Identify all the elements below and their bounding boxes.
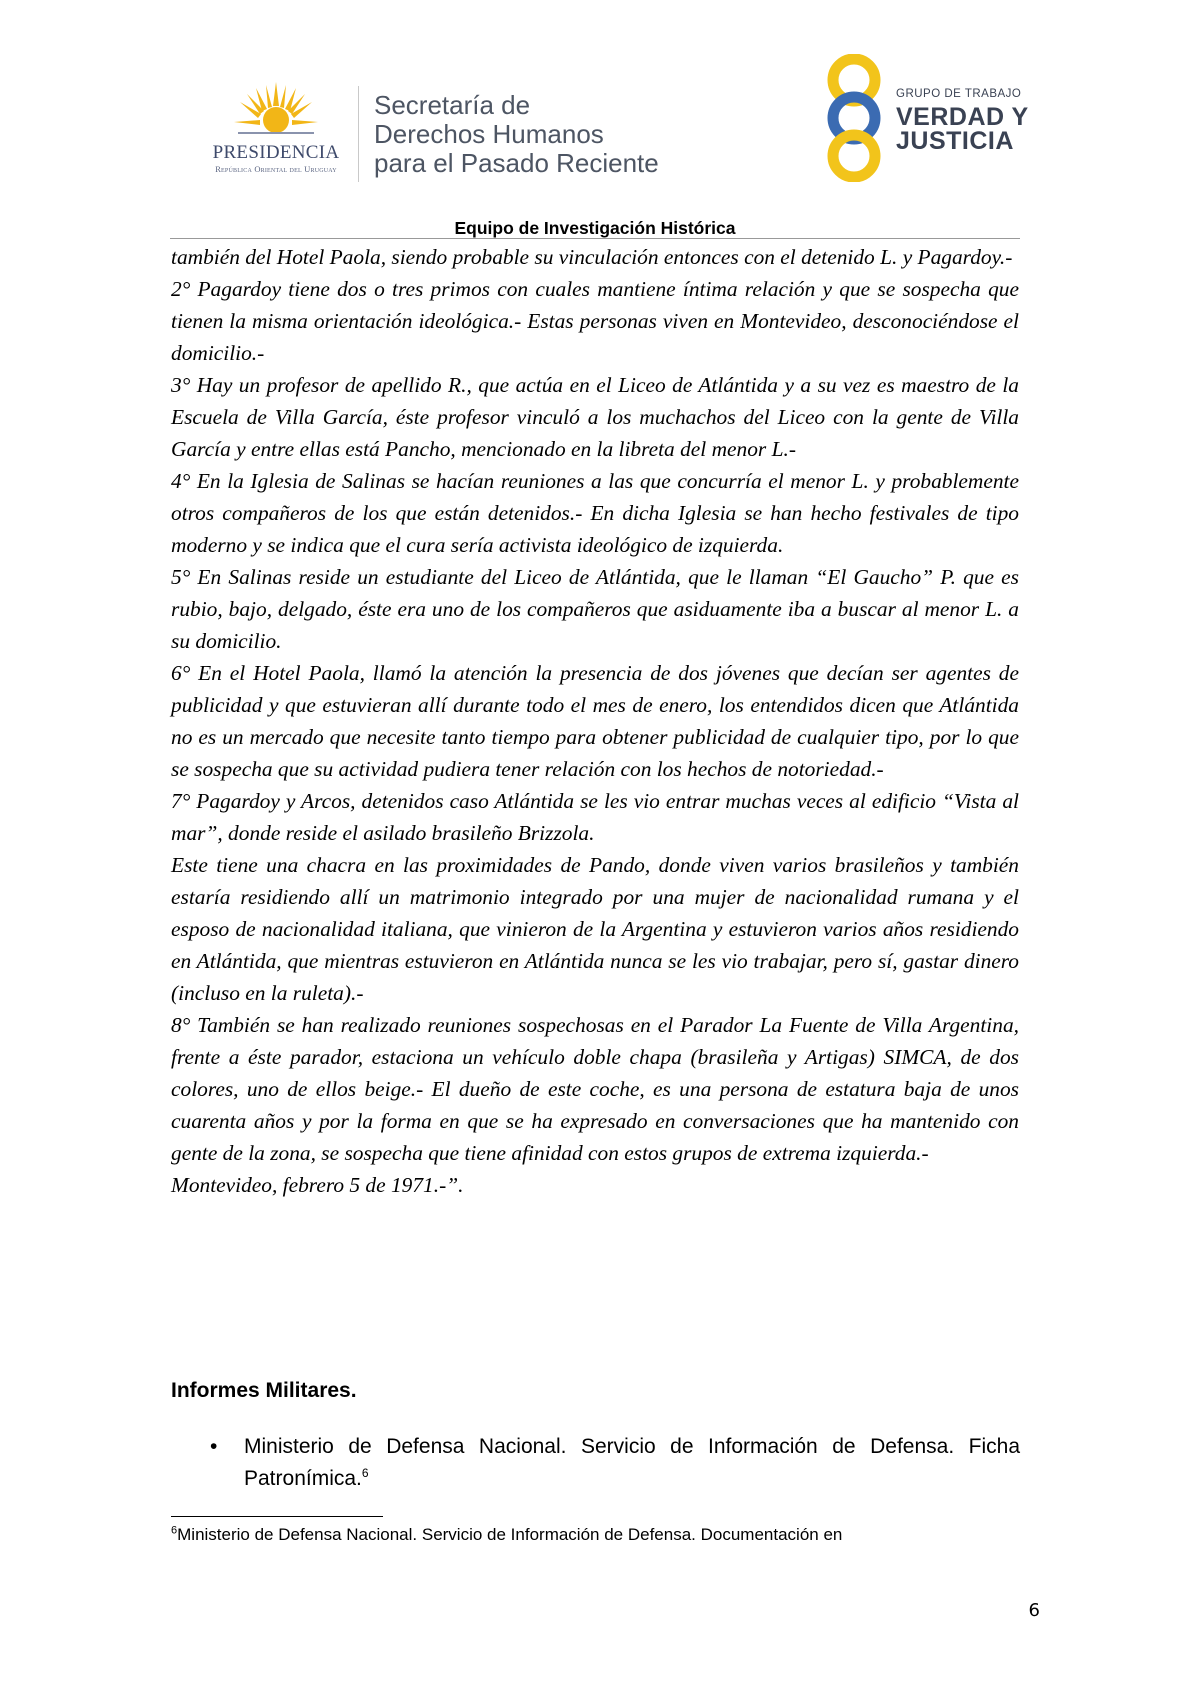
footnote-mark: 6 <box>171 1524 178 1537</box>
footnote <box>171 1525 1021 1545</box>
paragraph: 6° En el Hotel Paola, llamó la atención la presencia de dos jóvenes que decían ser agentes de publicidad y que estuvieran allí durante todo el mes de enero, los entendidos dicen que Atlántida no es un mercado que necesite tanto tiempo para obtener publicidad de cualquier tipo, por lo que se sospecha que su actividad pudiera tener relación con los hechos de notoriedad.- <box>171 661 1019 781</box>
paragraph: 5° En Salinas reside un estudiante del Liceo de Atlántida, que le llaman “El Gaucho” P. que es rubio, bajo, delgado, éste era uno de los compañeros que asiduamente iba a buscar al menor L. a su domicilio. <box>171 565 1019 653</box>
list-item-text <box>244 1431 1020 1495</box>
paragraph: Este tiene una chacra en las proximidades de Pando, donde viven varios brasileños y también estaría residiendo allí un matrimonio integrado por una mujer de nacionalidad rumana y el esposo de nacionalidad italiana, que vinieron de la Argentina y estuvieron varios años residiendo en Atlántida, que mientras estuvieron en Atlántida nunca se les vio trabajar, pero sí, gastar dinero (incluso en la ruleta).- <box>171 853 1019 1005</box>
paragraph: 3° Hay un profesor de apellido R., que actúa en el Liceo de Atlántida y a su vez es maestro de la Escuela de Villa García, éste profesor vinculó a los muchachos del Liceo con la gente de Villa García y entre ellas está Pancho, mencionado en la libreta del menor L.- <box>171 373 1019 461</box>
secretaria-line-2: Derechos Humanos <box>374 119 604 149</box>
verdad-justicia-logo <box>820 54 1030 188</box>
bullet-icon: • <box>210 1435 218 1458</box>
secretaria-line-1: Secretaría de <box>374 90 531 120</box>
section-heading: Informes Militares. <box>171 1379 357 1402</box>
page-number: 6 <box>1028 1600 1040 1621</box>
paragraph: 7° Pagardoy y Arcos, detenidos caso Atlántida se les vio entrar muchas veces al edificio “Vista al mar”, donde reside el asilado brasileño Brizzola. <box>171 789 1019 845</box>
gvj-verdad-label: VERDAD Y <box>896 103 1029 131</box>
paragraph: 2° Pagardoy tiene dos o tres primos con cuales mantiene íntima relación y que se sospecha que tienen la misma orientación ideológica.- Estas personas viven en Montevideo, desconociéndose el domicilio.- <box>171 277 1019 365</box>
running-header: Equipo de Investigación Histórica <box>454 218 736 238</box>
presidencia-logo <box>196 82 356 178</box>
presidencia-subtitle: República Oriental del Uruguay <box>215 164 337 174</box>
secretaria-line-3: para el Pasado Reciente <box>374 148 659 178</box>
gvj-grupo-label: GRUPO DE TRABAJO <box>896 88 1022 100</box>
rings-icon <box>820 54 890 182</box>
paragraph: 4° En la Iglesia de Salinas se hacían reuniones a las que concurría el menor L. y probablemente otros compañeros de los que están detenidos.- En dicha Iglesia se han hecho festivales de tipo moderno y se indica que el cura sería activista ideológico de izquierda. <box>171 469 1019 557</box>
footnote-rule <box>171 1516 383 1517</box>
gvj-justicia-label: JUSTICIA <box>896 127 1014 155</box>
body-text <box>171 241 1019 1201</box>
presidencia-title: PRESIDENCIA <box>212 142 340 163</box>
list-item-label: Ministerio de Defensa Nacional. Servicio de Información de Defensa. Ficha Patronímica. <box>244 1435 1020 1490</box>
header-rule <box>170 238 1020 239</box>
secretaria-logo-text <box>374 90 659 178</box>
header-divider <box>358 86 359 182</box>
paragraph-signoff: Montevideo, febrero 5 de 1971.-”. <box>171 1173 464 1197</box>
paragraph: 8° También se han realizado reuniones sospechosas en el Parador La Fuente de Villa Argentina, frente a éste parador, estaciona un vehículo doble chapa (brasileña y Artigas) SIMCA, de dos colores, uno de ellos beige.- El dueño de este coche, es una persona de estatura baja de unos cuarenta años y por la forma en que se ha expresado en conversaciones que ha mantenido con gente de la zona, se sospecha que tiene afinidad con estos grupos de extrema izquierda.- <box>171 1013 1019 1165</box>
footnote-text: Ministerio de Defensa Nacional. Servicio de Información de Defensa. Documentación en <box>177 1525 843 1544</box>
sun-emblem-icon <box>234 82 318 144</box>
footnote-reference[interactable]: 6 <box>361 1466 369 1480</box>
paragraph: también del Hotel Paola, siendo probable su vinculación entonces con el detenido L. y Pagardoy.- <box>171 245 1013 269</box>
